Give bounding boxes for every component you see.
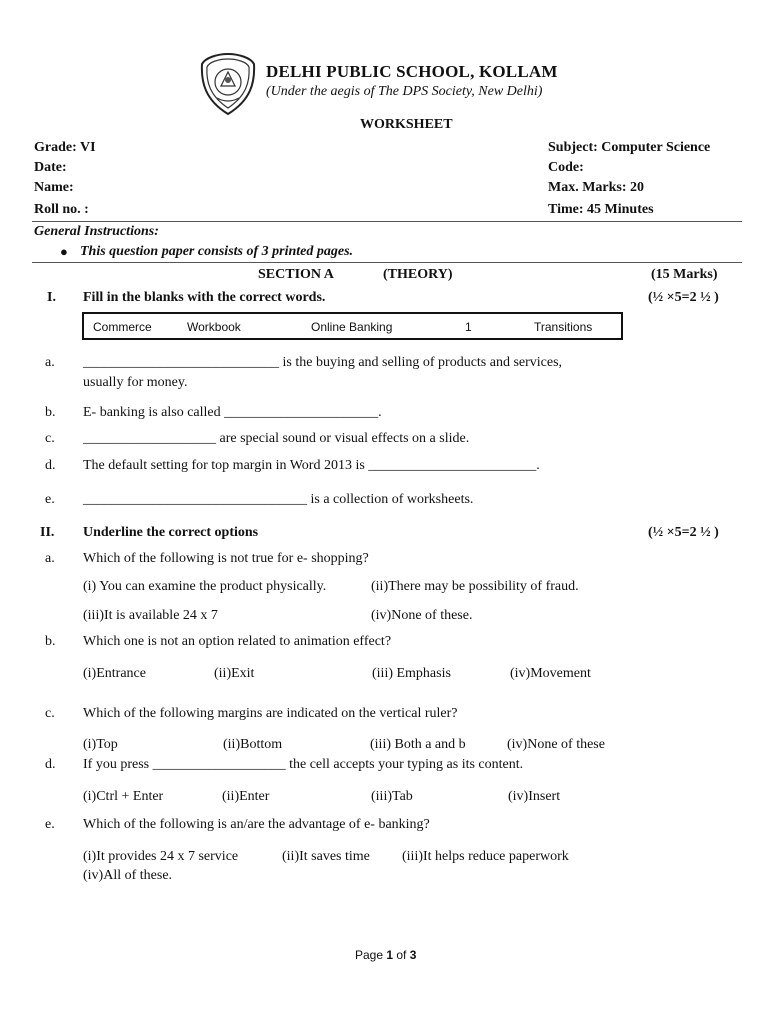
q1-number: I. [47, 290, 56, 305]
q2-option: (i) You can examine the product physically. [83, 579, 327, 594]
grade-label: Grade: VI [34, 140, 96, 155]
q2-marks: (½ ×5=2 ½ ) [648, 525, 719, 540]
roll-label: Roll no. : [34, 202, 89, 217]
q2-option: (iii) Both a and b [370, 737, 466, 752]
q2-option: (iii)It helps reduce paperwork [402, 849, 569, 864]
q2-question: Which of the following margins are indicated on the vertical ruler? [83, 706, 458, 721]
q2-question: Which of the following is not true for e- shopping? [83, 551, 369, 566]
q1-marks: (½ ×5=2 ½ ) [648, 290, 719, 305]
q1-item-label: b. [45, 405, 56, 420]
q2-text: Underline the correct options [83, 525, 259, 540]
max-marks-label: Max. Marks: 20 [548, 180, 645, 195]
q1-item-label: d. [45, 458, 56, 473]
word-box [82, 312, 623, 340]
q2-option: (iv)Movement [510, 666, 591, 681]
code-label: Code: [548, 160, 584, 175]
section-type: (THEORY) [383, 267, 453, 282]
q2-option: (i)Entrance [83, 666, 146, 681]
q1-text: Fill in the blanks with the correct words. [83, 290, 326, 305]
section-marks: (15 Marks) [651, 267, 718, 282]
q2-number: II. [40, 525, 55, 540]
word-box-item: Commerce [93, 320, 152, 334]
q2-option: (iv)All of these. [83, 868, 173, 883]
q2-option: (iv)None of these [507, 737, 605, 752]
q1-item-label: e. [45, 492, 55, 507]
q1-item-text: ________________________________ is a collection of worksheets. [83, 492, 474, 507]
bullet-icon: ● [60, 244, 68, 259]
word-box-item: Transitions [534, 320, 593, 334]
school-subtitle: (Under the aegis of The DPS Society, New Delhi) [266, 84, 543, 99]
q2-option: (ii)There may be possibility of fraud. [371, 579, 579, 594]
date-label: Date: [34, 160, 67, 175]
q2-item-label: d. [45, 757, 56, 772]
word-box-item: 1 [465, 320, 472, 334]
word-box-item: Workbook [187, 320, 241, 334]
q2-option: (i)It provides 24 x 7 service [83, 849, 239, 864]
q2-option: (ii)Enter [222, 789, 270, 804]
page-total: 3 [409, 948, 417, 962]
name-label: Name: [34, 180, 74, 195]
q2-option: (iii)It is available 24 x 7 [83, 608, 218, 623]
page-number [355, 948, 416, 962]
q2-question: Which one is not an option related to animation effect? [83, 634, 392, 649]
q1-item-text: ___________________ are special sound or visual effects on a slide. [83, 431, 470, 446]
page-of: of [393, 948, 410, 962]
q1-item-label: c. [45, 431, 55, 446]
q2-option: (i)Top [83, 737, 118, 752]
school-crest-icon [199, 52, 257, 116]
q2-option: (iv)Insert [508, 789, 561, 804]
q2-question: Which of the following is an/are the advantage of e- banking? [83, 817, 430, 832]
time-label: Time: 45 Minutes [548, 202, 654, 217]
section-label: SECTION A [258, 267, 334, 282]
q2-option: (ii)Exit [214, 666, 255, 681]
q2-option: (iv)None of these. [371, 608, 473, 623]
q2-item-label: e. [45, 817, 55, 832]
q1-item-text: ____________________________ is the buying and selling of products and services, [83, 355, 563, 370]
q2-option: (ii)It saves time [282, 849, 370, 864]
divider-instructions [32, 262, 742, 263]
worksheet-title: WORKSHEET [360, 117, 453, 132]
divider-top [32, 221, 742, 222]
q2-item-label: b. [45, 634, 56, 649]
q1-item-text: The default setting for top margin in Word 2013 is ________________________. [83, 458, 540, 473]
page-prefix: Page [355, 948, 387, 962]
q2-option: (iii)Tab [371, 789, 413, 804]
q2-item-label: c. [45, 706, 55, 721]
q1-item-label: a. [45, 355, 55, 370]
q1-item-text: E- banking is also called ______________________. [83, 405, 382, 420]
q2-option: (iii) Emphasis [372, 666, 451, 681]
q2-question: If you press ___________________ the cell accepts your typing as its content. [83, 757, 524, 772]
page-current: 1 [386, 948, 394, 962]
subject-label: Subject: Computer Science [548, 140, 711, 155]
q2-item-label: a. [45, 551, 55, 566]
q2-option: (ii)Bottom [223, 737, 283, 752]
instruction-item: This question paper consists of 3 printed pages. [80, 244, 354, 259]
word-box-item: Online Banking [311, 320, 393, 334]
q1-item-text: usually for money. [83, 375, 188, 390]
q2-option: (i)Ctrl + Enter [83, 789, 164, 804]
instructions-heading: General Instructions: [34, 224, 159, 239]
school-name: DELHI PUBLIC SCHOOL, KOLLAM [266, 62, 558, 81]
